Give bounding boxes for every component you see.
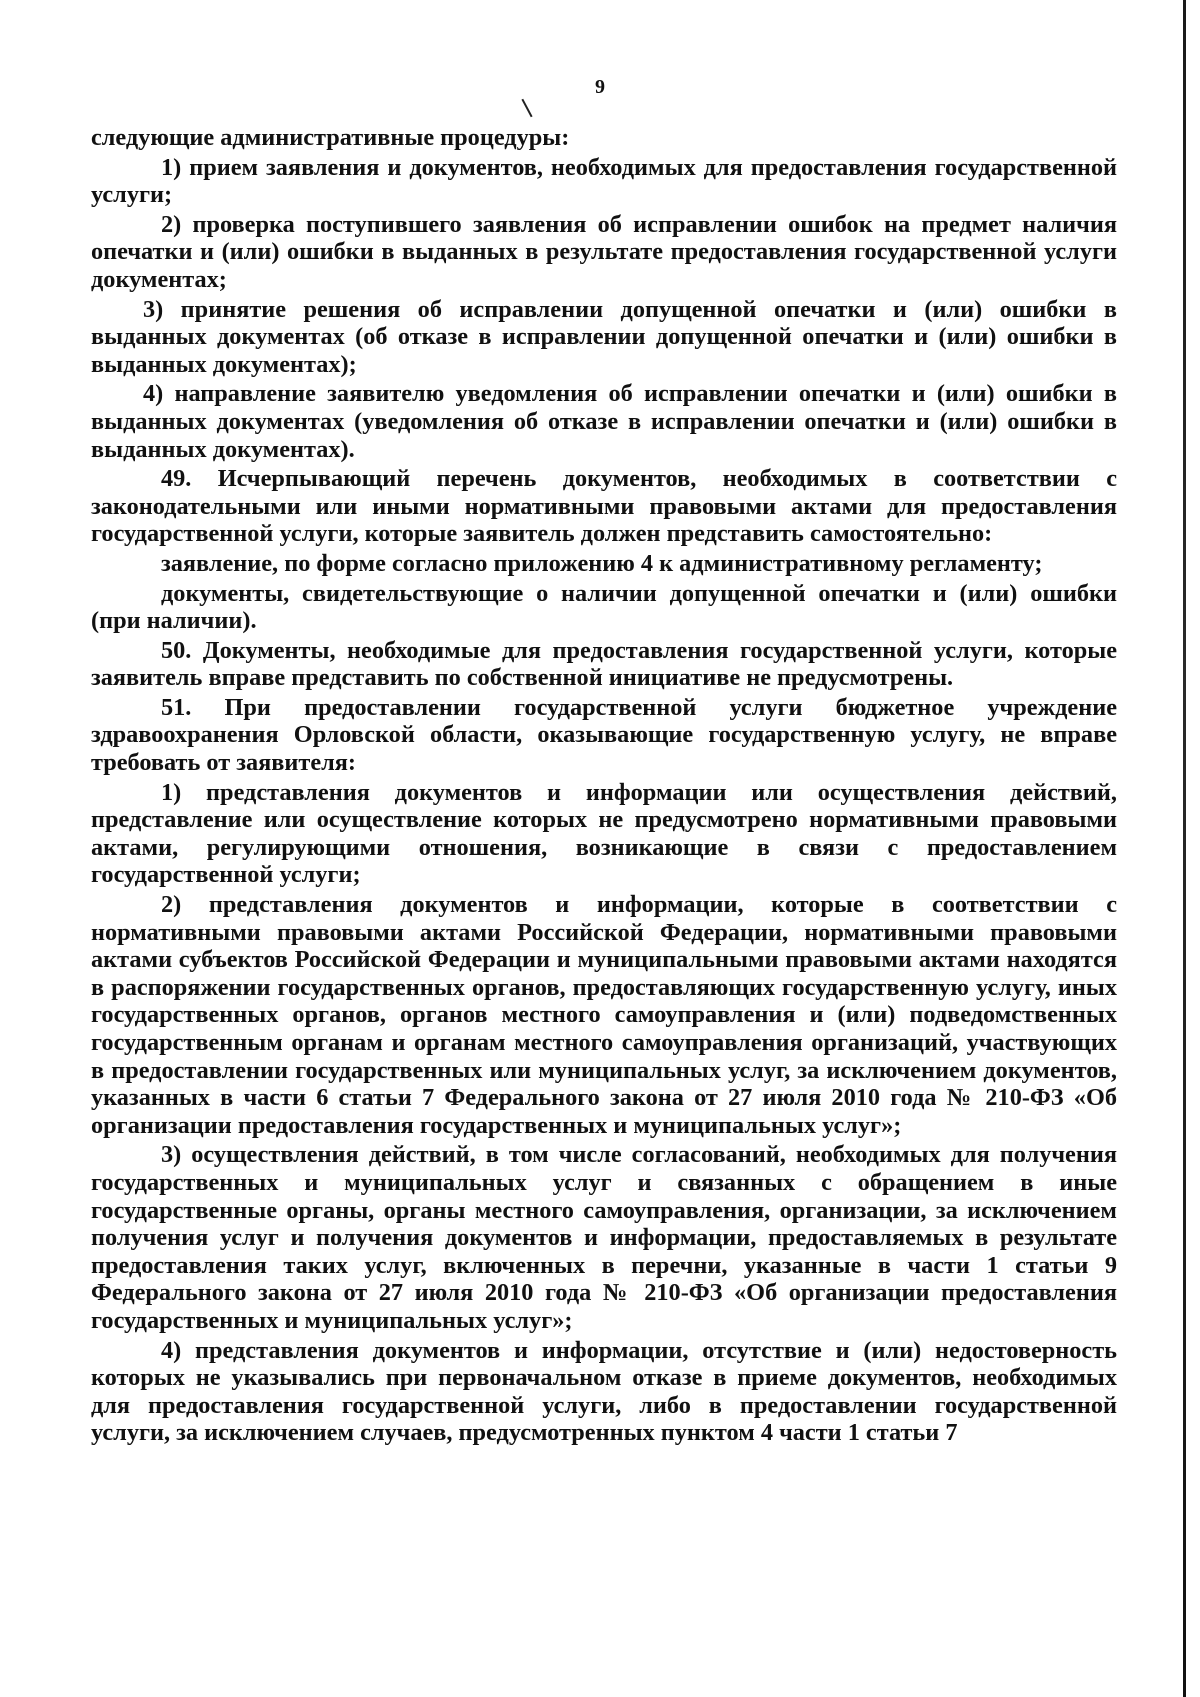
procedure-item-1: 1) прием заявления и документов, необходимых для предоставления государственной услуги; bbox=[91, 153, 1117, 209]
clause-51-item-3: 3) осуществления действий, в том числе согласований, необходимых для получения государственных и муниципальных услуг и связанных с обращением в иные государственные органы, органы местного самоуправления, организации, за исключением получения услуг и получения документов и информации, предоставляемых в результате предоставления таких услуг, включенных в перечни, указанные в части 1 статьи 9 Федерального закона от 27 июля 2010 года № 210-ФЗ «Об организации предоставления государственных и муниципальных услуг»; bbox=[91, 1141, 1117, 1334]
clause-49-item-documents: документы, свидетельствующие о наличии допущенной опечатки и (или) ошибки (при наличии). bbox=[91, 579, 1117, 635]
clause-49: 49. Исчерпывающий перечень документов, необходимых в соответствии с законодательными или иными нормативными правовыми актами для предоставления государственной услуги, которые заявитель должен представить самостоятельно: bbox=[91, 465, 1117, 548]
clause-51-item-4: 4) представления документов и информации, отсутствие и (или) недостоверность которых не указывались при первоначальном отказе в приеме документов, необходимых для предоставления государственной услуги, либо в предоставлении государственной услуги, за исключением случаев, предусмотренных пунктом 4 части 1 статьи 7 bbox=[91, 1336, 1117, 1447]
clause-50: 50. Документы, необходимые для предоставления государственной услуги, которые заявитель вправе представить по собственной инициативе не предусмотрены. bbox=[91, 636, 1117, 692]
clause-51-item-1: 1) представления документов и информации или осуществления действий, представление или осуществление которых не предусмотрено нормативными правовыми актами, регулирующими отношения, возникающие в связи с предоставлением государственной услуги; bbox=[91, 778, 1117, 889]
page-number: 9 bbox=[595, 76, 605, 98]
document-body bbox=[91, 124, 1117, 1449]
clause-51-item-2: 2) представления документов и информации, которые в соответствии с нормативными правовыми актами Российской Федерации, нормативными правовыми актами субъектов Российской Федерации и муниципальными правовыми актами находятся в распоряжении государственных органов, предоставляющих государственную услугу, иных государственных органов, органов местного самоуправления и (или) подведомственных государственным органам и органам местного самоуправления организаций, участвующих в предоставлении государственных или муниципальных услуг, за исключением документов, указанных в части 6 статьи 7 Федерального закона от 27 июля 2010 года № 210-ФЗ «Об организации предоставления государственных и муниципальных услуг»; bbox=[91, 891, 1117, 1139]
clause-51: 51. При предоставлении государственной услуги бюджетное учреждение здравоохранения Орловской области, оказывающие государственную услугу, не вправе требовать от заявителя: bbox=[91, 693, 1117, 777]
clause-49-item-application: заявление, по форме согласно приложению 4 к административному регламенту; bbox=[161, 549, 1043, 577]
procedure-item-2: 2) проверка поступившего заявления об исправлении ошибок на предмет наличия опечатки и (или) ошибки в выданных в результате предоставления государственной услуги документах; bbox=[91, 210, 1117, 293]
procedure-item-3: 3) принятие решения об исправлении допущенной опечатки и (или) ошибки в выданных документах (об отказе в исправлении допущенной опечатки и (или) ошибки в выданных документах); bbox=[91, 295, 1117, 378]
intro-line: следующие административные процедуры: bbox=[91, 124, 570, 151]
scan-edge-line bbox=[1183, 0, 1186, 1697]
stray-pen-mark bbox=[521, 99, 532, 118]
procedure-item-4: 4) направление заявителю уведомления об исправлении опечатки и (или) ошибки в выданных документах (уведомления об отказе в исправлении опечатки и (или) ошибки в выданных документах). bbox=[91, 380, 1117, 463]
